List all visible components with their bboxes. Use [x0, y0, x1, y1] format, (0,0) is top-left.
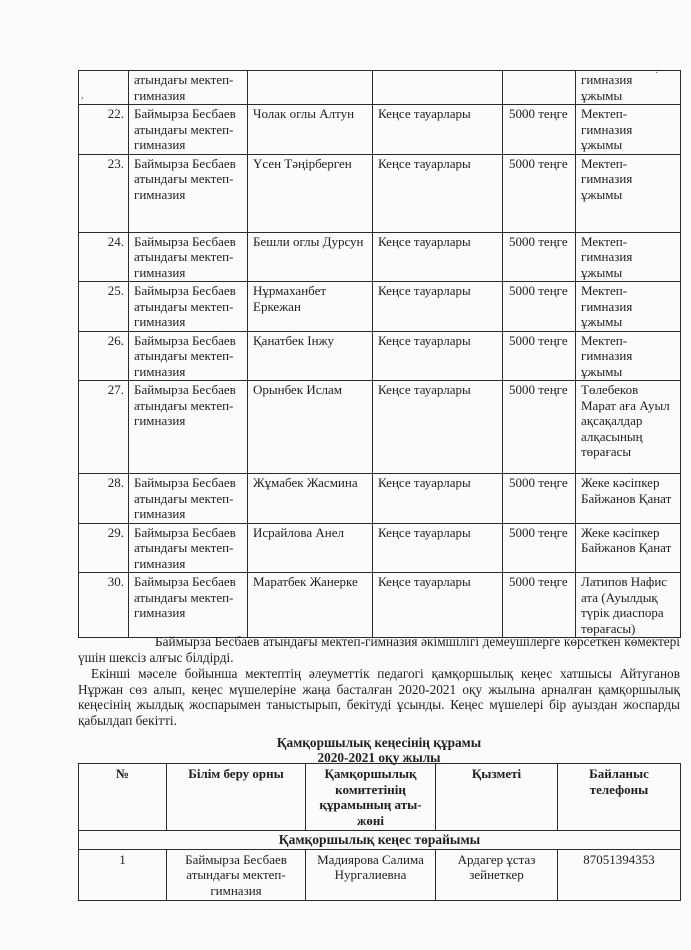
name-cell: Орынбек Ислам	[248, 381, 373, 474]
amount-cell: 5000 теңге	[503, 573, 576, 638]
section-row	[79, 831, 681, 850]
sponsor-cell: Мектеп-гимназия ұжымы	[576, 331, 681, 381]
school-cell: Баймырза Бесбаев атындағы мектеп-гимназия	[129, 105, 248, 155]
school-cell: Баймырза Бесбаев атындағы мектеп-гимназия	[129, 381, 248, 474]
school-cell: Баймырза Бесбаев атындағы мектеп-гимназия	[167, 849, 306, 901]
table-row	[79, 474, 681, 524]
sponsor-cell: Латипов Нафис ата (Ауылдық түрік диаспора төрағасы)	[576, 573, 681, 638]
sponsor-cell: Жеке кәсіпкер Байжанов Қанат	[576, 523, 681, 573]
scan-mark: ·	[655, 68, 659, 79]
amount-cell: 5000 теңге	[503, 331, 576, 381]
school-cell: Баймырза Бесбаев атындағы мектеп-гимназия	[129, 282, 248, 332]
school-cell: Баймырза Бесбаев атындағы мектеп-гимназия	[129, 474, 248, 524]
sponsor-cell: Төлебеков Марат аға Ауыл ақсақалдар алқасының төрағасы	[576, 381, 681, 474]
sponsors-table	[78, 70, 681, 638]
item-cell: Кеңсе тауарлары	[373, 154, 503, 232]
row-number: 23.	[79, 154, 129, 232]
council-title: Қамқоршылық кеңесінің құрамы	[276, 735, 482, 750]
sponsor-cell: Жеке кәсіпкер Байжанов Қанат	[576, 474, 681, 524]
table-row	[79, 282, 681, 332]
amount-cell	[503, 71, 576, 105]
row-number: 26.	[79, 331, 129, 381]
item-cell: Кеңсе тауарлары	[373, 105, 503, 155]
section-title: Қамқоршылық кеңес төрайымы	[79, 831, 681, 850]
name-cell: Исрайлова Анел	[248, 523, 373, 573]
row-number	[79, 71, 129, 105]
row-number: 27.	[79, 381, 129, 474]
item-cell: Кеңсе тауарлары	[373, 474, 503, 524]
council-table	[78, 763, 681, 901]
name-cell: Маратбек Жанерке	[248, 573, 373, 638]
sponsor-cell: Мектеп-гимназия ұжымы	[576, 232, 681, 282]
col-header-number: №	[79, 764, 167, 831]
col-header-school: Білім беру орны	[167, 764, 306, 831]
table-row	[79, 105, 681, 155]
row-number: 22.	[79, 105, 129, 155]
table-row	[79, 331, 681, 381]
amount-cell: 5000 теңге	[503, 474, 576, 524]
school-cell: Баймырза Бесбаев атындағы мектеп-гимназия	[129, 232, 248, 282]
row-number: 28.	[79, 474, 129, 524]
position-cell: Ардагер ұстаз зейнеткер	[436, 849, 558, 901]
item-cell: Кеңсе тауарлары	[373, 282, 503, 332]
col-header-name: Қамқоршылық комитетінің құрамының аты-жөні	[306, 764, 436, 831]
school-cell: атындағы мектеп-гимназия	[129, 71, 248, 105]
amount-cell: 5000 теңге	[503, 523, 576, 573]
row-number: 25.	[79, 282, 129, 332]
amount-cell: 5000 теңге	[503, 282, 576, 332]
item-cell: Кеңсе тауарлары	[373, 232, 503, 282]
sponsor-cell: Мектеп-гимназия ұжымы	[576, 105, 681, 155]
table-row	[79, 71, 681, 105]
scan-mark: ,	[81, 90, 84, 101]
amount-cell: 5000 теңге	[503, 154, 576, 232]
table-row	[79, 232, 681, 282]
name-cell: Жұмабек Жасмина	[248, 474, 373, 524]
row-number: 29.	[79, 523, 129, 573]
amount-cell: 5000 теңге	[503, 105, 576, 155]
table-row	[79, 381, 681, 474]
school-cell: Баймырза Бесбаев атындағы мектеп-гимназия	[129, 573, 248, 638]
table-row	[79, 573, 681, 638]
item-cell: Кеңсе тауарлары	[373, 331, 503, 381]
item-cell: Кеңсе тауарлары	[373, 523, 503, 573]
amount-cell: 5000 теңге	[503, 232, 576, 282]
school-cell: Баймырза Бесбаев атындағы мектеп-гимназия	[129, 523, 248, 573]
name-cell	[248, 71, 373, 105]
school-cell: Баймырза Бесбаев атындағы мектеп-гимназия	[129, 331, 248, 381]
name-cell: Қанатбек Інжу	[248, 331, 373, 381]
header-row	[79, 764, 681, 831]
name-cell: Үсен Тәңірберген	[248, 154, 373, 232]
sponsor-cell: Мектеп-гимназия ұжымы	[576, 282, 681, 332]
sponsor-cell: гимназия ұжымы	[576, 71, 681, 105]
item-cell: Кеңсе тауарлары	[373, 573, 503, 638]
table-row	[79, 849, 681, 901]
row-number: 24.	[79, 232, 129, 282]
second-issue-paragraph: Екінші мәселе бойынша мектептің әлеуметтік педагогі қамқоршылық кеңес хатшысы Айтуганов Нұржан сөз алып, кеңес мүшелеріне жаңа басталған 2020-2021 оқу жылына арналған қамқоршылық кеңесінің жылдық жоспарымен таныстырып, бекітуді ұсынды. Кеңес мүшелері бір ауыздан жоспарды қабылдап бекітті.	[78, 666, 680, 728]
col-header-phone: Байланыс телефоны	[558, 764, 681, 831]
name-cell: Чолак оглы Алтун	[248, 105, 373, 155]
col-header-position: Қызметі	[436, 764, 558, 831]
council-year: 2020-2021 оқу жылы	[317, 750, 441, 765]
gratitude-paragraph: Баймырза Бесбаев атындағы мектеп-гимназия әкімшілігі демеушілерге көрсеткен көмектері үшін шексіз алғыс білдірді.	[78, 634, 680, 665]
table-row	[79, 523, 681, 573]
item-cell	[373, 71, 503, 105]
name-cell: Мадиярова Салима Нургалиевна	[306, 849, 436, 901]
name-cell: Нұрмаханбет Еркежан	[248, 282, 373, 332]
phone-cell: 87051394353	[558, 849, 681, 901]
table-row	[79, 154, 681, 232]
item-cell: Кеңсе тауарлары	[373, 381, 503, 474]
amount-cell: 5000 теңге	[503, 381, 576, 474]
sponsor-cell: Мектеп-гимназия ұжымы	[576, 154, 681, 232]
row-number: 30.	[79, 573, 129, 638]
name-cell: Бешли оглы Дурсун	[248, 232, 373, 282]
row-number: 1	[79, 849, 167, 901]
school-cell: Баймырза Бесбаев атындағы мектеп-гимназия	[129, 154, 248, 232]
